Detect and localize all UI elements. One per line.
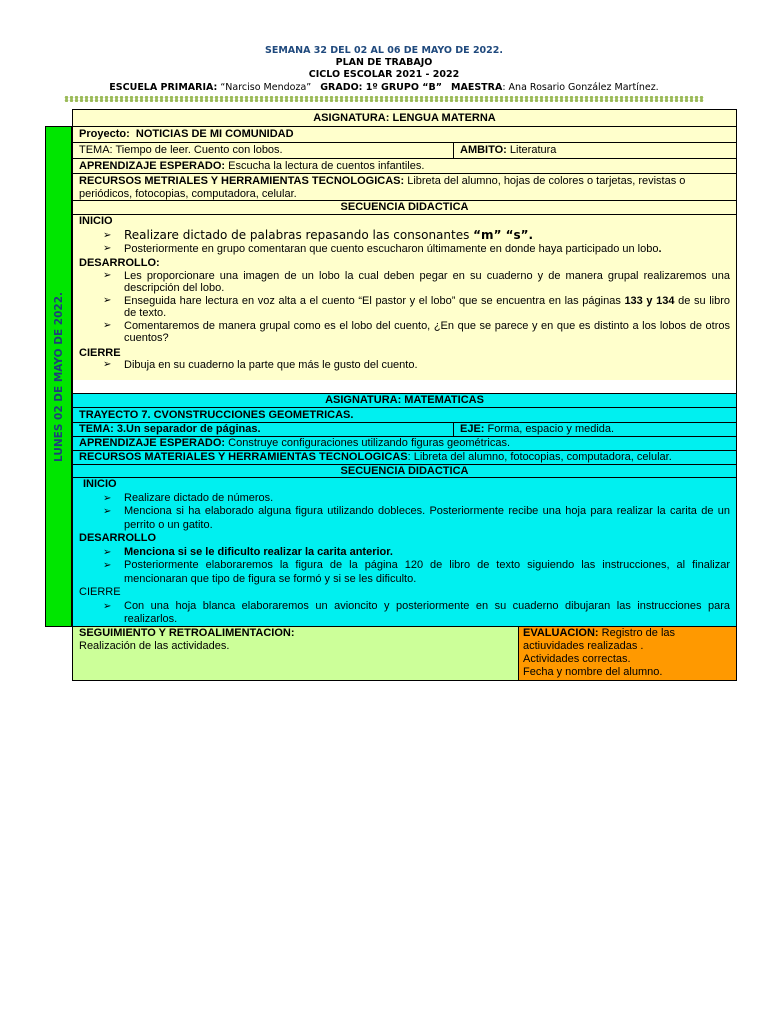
arrow-bullet-icon: ➢ xyxy=(103,560,112,571)
lengua-sequence xyxy=(73,215,736,372)
seguimiento-cell xyxy=(73,627,519,680)
arrow-bullet-icon: ➢ xyxy=(103,269,112,281)
lengua-block xyxy=(72,109,737,381)
plan-title: PLAN DE TRABAJO xyxy=(335,57,433,68)
arrow-bullet-icon: ➢ xyxy=(103,294,112,306)
lengua-recursos xyxy=(73,174,736,201)
mate-aprendizaje xyxy=(73,437,736,451)
recursos-label: RECURSOS METRIALES Y HERRAMIENTAS TECNOLOGICAS: xyxy=(79,175,405,187)
seguimiento-title: SEGUIMIENTO Y RETROALIMENTACION: xyxy=(79,627,295,639)
lengua-ambito xyxy=(454,143,562,158)
mate-subject: ASIGNATURA: MATEMATICAS xyxy=(73,394,736,408)
list-item: ➢ Con una hoja blanca elaboraremos un avioncito y posteriormente en su cuaderno dibujaran las instrucciones para realizarlos. xyxy=(103,599,730,625)
teacher-label: MAESTRA xyxy=(451,82,503,93)
list-item: ➢ Posteriormente en grupo comentaran que cuento escucharon últimamente en donde haya participado un lobo. xyxy=(103,242,662,255)
arrow-bullet-icon: ➢ xyxy=(103,600,112,612)
teacher-value: : Ana Rosario González Martínez. xyxy=(502,82,659,93)
ambito-value: Literatura xyxy=(509,144,557,156)
aprendizaje-label: APRENDIZAJE ESPERADO: xyxy=(79,160,226,172)
dotted-divider xyxy=(64,96,704,102)
feedback-row xyxy=(72,626,737,681)
lengua-cierre: CIERRE xyxy=(79,346,121,359)
list-item: ➢ Comentaremos de manera grupal como es el lobo del cuento, ¿En que se parece y en que es distinto a los lobos de otros cuentos? xyxy=(103,319,730,344)
eje-label: EJE: xyxy=(460,423,485,435)
mate-cierre: CIERRE xyxy=(79,586,121,598)
evaluacion-line1: Registro de las actiuvidades realizadas . xyxy=(523,627,676,652)
arrow-bullet-icon: ➢ xyxy=(103,229,112,241)
ambito-label: AMBITO: xyxy=(460,144,507,156)
evaluacion-label: EVALUACION: xyxy=(523,627,599,639)
project-value: NOTICIAS DE MI COMUNIDAD xyxy=(135,128,294,140)
lengua-subject: ASIGNATURA: LENGUA MATERNA xyxy=(73,110,736,127)
school-value: “Narciso Mendoza” xyxy=(220,82,312,93)
evaluacion-cell xyxy=(519,627,736,680)
mate-block xyxy=(72,393,737,627)
list-item: ➢ Les proporcionare una imagen de un lobo la cual deben pegar en su cuaderno y de manera grupal realizaremos una descripción del lobo. xyxy=(103,269,730,294)
list-item: ➢ Menciona si ha elaborado alguna figura utilizando dobleces. Posteriormente recibe una hoja para realizar la carita de un perrito o un gatito. xyxy=(103,505,730,531)
mate-recursos-value: : Libreta del alumno, fotocopias, computadora, celular. xyxy=(407,451,672,463)
week-title: SEMANA 32 DEL 02 AL 06 DE MAYO DE 2022. xyxy=(264,45,503,56)
list-item: ➢ Realizare dictado de números. xyxy=(103,491,274,504)
evaluacion-line2: Actividades correctas. xyxy=(523,653,631,665)
aprendizaje-value: Escucha la lectura de cuentos infantiles. xyxy=(228,160,425,172)
arrow-bullet-icon: ➢ xyxy=(103,319,112,331)
arrow-bullet-icon: ➢ xyxy=(103,359,112,370)
list-item: ➢ Dibuja en su cuaderno la parte que más le gusto del cuento. xyxy=(103,359,418,371)
list-item: ➢ Posteriormente elaboraremos la figura de la página 120 de libro de texto siguiendo las instrucciones, al finalizar mencionaran que tipo de figura se formó y si se les dificulto. xyxy=(103,559,730,585)
mate-sequence xyxy=(73,478,736,627)
arrow-bullet-icon: ➢ xyxy=(103,242,112,254)
mate-aprendizaje-value: Construye configuraciones utilizando figuras geométricas. xyxy=(228,437,511,449)
project-label: Proyecto: xyxy=(79,128,130,140)
seguimiento-text: Realización de las actividades. xyxy=(79,640,230,652)
lengua-tema: TEMA: Tiempo de leer. Cuento con lobos. xyxy=(73,143,454,158)
mate-eje xyxy=(454,423,620,436)
arrow-bullet-icon: ➢ xyxy=(103,492,112,504)
date-label: LUNES 02 DE MAYO DE 2022. xyxy=(52,291,65,462)
mate-aprendizaje-label: APRENDIZAJE ESPERADO: xyxy=(79,437,226,449)
mate-tema-row xyxy=(73,423,736,437)
arrow-bullet-icon: ➢ xyxy=(103,546,112,558)
date-sidebar xyxy=(45,126,72,627)
lengua-aprendizaje xyxy=(73,159,736,174)
mate-recursos xyxy=(73,451,736,465)
mate-secuencia: SECUENCIA DIDACTICA xyxy=(73,465,736,478)
list-item: ➢ Menciona si se le dificulto realizar la carita anterior. xyxy=(103,545,393,558)
mate-inicio: INICIO xyxy=(83,478,117,490)
mate-recursos-label: RECURSOS MATERIALES Y HERRAMIENTAS TECNOLOGICAS xyxy=(79,451,408,463)
mate-tema: TEMA: 3.Un separador de páginas. xyxy=(73,423,454,436)
mate-desarrollo: DESARROLLO xyxy=(79,532,156,544)
list-item: ➢ Realizare dictado de palabras repasando las consonantes “m” “s”. xyxy=(103,227,534,242)
lengua-tema-row xyxy=(73,143,736,159)
school-line xyxy=(0,82,768,93)
evaluacion-line3: Fecha y nombre del alumno. xyxy=(523,666,663,678)
arrow-bullet-icon: ➢ xyxy=(103,506,112,517)
cycle-title: CICLO ESCOLAR 2021 - 2022 xyxy=(308,69,460,80)
recursos-value: Libreta del alumno, hojas de colores o tarjetas, revistas o periódicos, fotocopias, computadora, celular. xyxy=(79,175,686,200)
school-label: ESCUELA PRIMARIA: xyxy=(109,82,218,93)
lengua-desarrollo: DESARROLLO: xyxy=(79,257,160,269)
lengua-project xyxy=(73,127,736,143)
lengua-inicio: INICIO xyxy=(79,215,113,227)
eje-value: Forma, espacio y medida. xyxy=(487,423,615,435)
mate-trayecto: TRAYECTO 7. CVONSTRUCCIONES GEOMETRICAS. xyxy=(73,408,736,423)
grade-label: GRADO: 1º GRUPO “B” xyxy=(320,82,442,93)
list-item: ➢ Enseguida hare lectura en voz alta a el cuento “El pastor y el lobo” que se encuentra en las páginas 133 y 134 de su libro de texto. xyxy=(103,294,730,319)
lengua-secuencia: SECUENCIA DIDACTICA xyxy=(73,201,736,215)
blank-spacer xyxy=(72,380,737,394)
